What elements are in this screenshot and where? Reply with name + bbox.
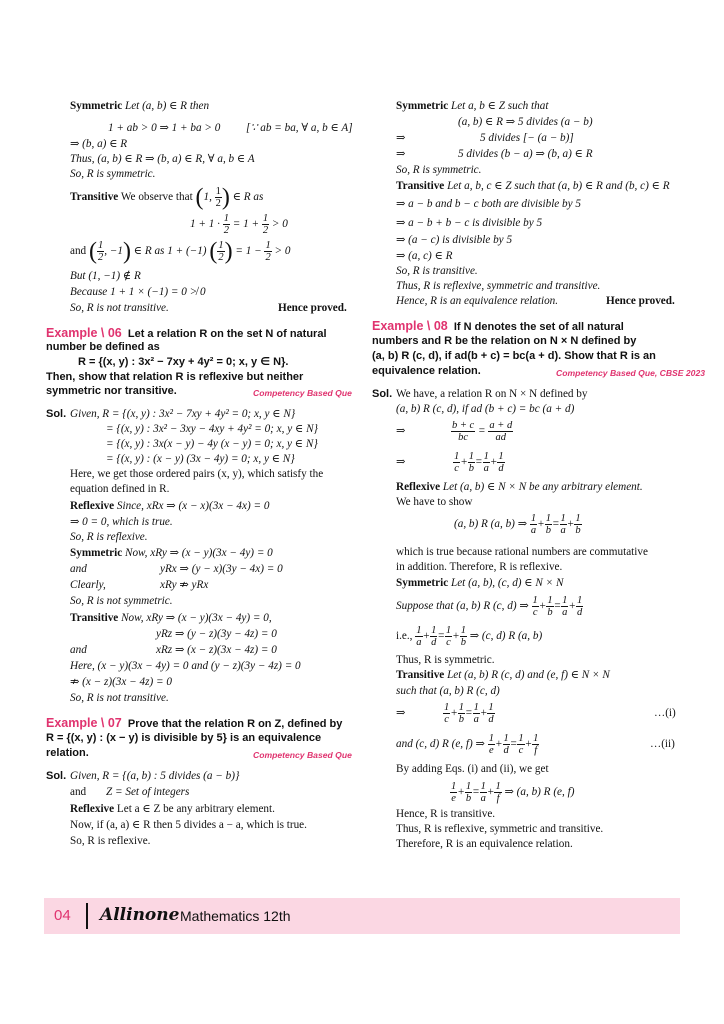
transitive-heading: Transitive [396, 669, 445, 681]
numerator: 1 [431, 624, 437, 636]
denominator: 2 [218, 251, 224, 263]
denominator: b [545, 524, 551, 536]
fraction [488, 420, 513, 443]
numerator: 1 [468, 450, 475, 462]
denominator: c [446, 636, 451, 648]
numerator: 1 [545, 512, 551, 524]
numerator: 1 [443, 701, 450, 713]
r-transitive2-conclusion: Hence, R is transitive. [396, 808, 496, 820]
sol07-line: Z = Set of integers [106, 786, 190, 798]
fraction-half [217, 240, 224, 263]
implies-arrow: ⇒ [396, 707, 406, 719]
eq-part: 1 + 1 · [190, 218, 220, 230]
symmetric-step-3: Thus, (a, b) ∈ R ⇒ (b, a) ∈ R, ∀ a, b ∈ A [70, 153, 255, 165]
plus: + [566, 518, 575, 530]
denominator: c [532, 606, 538, 618]
symmetric-06-conclusion: So, R is not symmetric. [70, 595, 173, 607]
numerator: 1 [488, 732, 494, 744]
fraction [468, 451, 475, 474]
r-reflexive-conclusion: in addition. Therefore, R is reflexive. [396, 561, 563, 573]
denominator: 2 [262, 224, 269, 236]
example-07-badge: Competency Based Que [253, 750, 352, 760]
transitive-in-r: ∈ R as [232, 191, 264, 203]
denominator: f [496, 792, 500, 804]
sol06-line: equation defined in R. [70, 483, 170, 495]
denominator: b [468, 462, 475, 474]
numerator: 1 [445, 624, 452, 636]
numerator: 1 [223, 212, 229, 224]
denominator: b [547, 606, 553, 618]
implies-arrow: ⇒ [396, 425, 406, 437]
implies-arrow: ⇒ [396, 456, 406, 468]
question-text: If N denotes the set of all natural [453, 321, 624, 333]
equals: = [553, 600, 562, 612]
reflexive-06-conclusion: So, R is reflexive. [70, 531, 148, 543]
transitive-line: Transitive We observe that (1, $\frac{1}{2}$ ) ∈ R as [70, 184, 264, 211]
question-text: Prove that the relation R on Z, defined by [127, 718, 343, 730]
example-06-question-1 [46, 326, 327, 341]
pair-first: 1, [203, 191, 212, 203]
transitive-06-step: Here, (x − y)(3x − 4y) = 0 and (y − z)(3y − 4z) = 0 [70, 660, 301, 672]
numerator: 1 [416, 624, 422, 636]
denominator: b [465, 792, 472, 804]
r-transitive-step: ⇒ (a, c) ∈ R [396, 250, 453, 262]
plus: + [452, 630, 460, 642]
s08-reciprocal-eq [396, 448, 505, 476]
r-symmetric2-line [396, 576, 563, 590]
example-06-badge: Competency Based Que [253, 388, 352, 398]
example-06-question-5: symmetric nor transitive. [46, 385, 177, 397]
transitive-06-step: yRz ⇒ (y − z)(3y − 4z) = 0 [156, 628, 277, 640]
ie-word: i.e., [396, 630, 413, 642]
r-symmetric-step: 5 divides [− (a − b)] [480, 132, 574, 144]
symmetric-06-step: yRx ⇒ (y − x)(3y − 4x) = 0 [160, 563, 283, 575]
fraction [546, 595, 553, 618]
reflexive-heading: Reflexive [70, 500, 115, 512]
equals: = [551, 518, 560, 530]
example-08-question-1 [372, 319, 624, 334]
and-word: and [70, 245, 87, 257]
denominator: a [530, 524, 537, 536]
symmetric-step-1: 1 + ab > 0 ⇒ 1 + ba > 0 [108, 122, 221, 134]
r-transitive2-line [396, 668, 610, 682]
sol06-line: = {(x, y) : (x − y) (3x − 4y) = 0; x, y ∈ N} [106, 453, 295, 465]
r-reflexive-step: We have to show [396, 496, 473, 508]
clearly-word: Clearly, [70, 579, 106, 591]
plus: + [537, 518, 545, 530]
transitive-text: Let a, b, c ∈ Z such that (a, b) ∈ R and (b, c) ∈ R [447, 180, 670, 192]
and-word: and [70, 563, 87, 575]
denominator: f [534, 744, 538, 756]
reflexive-text: Let (a, b) ∈ N × N be any arbitrary element. [442, 481, 643, 493]
transitive-result: ⇒ (a, b) R (e, f) [504, 786, 575, 798]
numerator: 1 [488, 701, 494, 713]
r-transitive2-step: such that (a, b) R (c, d) [396, 685, 500, 697]
symmetric-intro: Let (a, b) ∈ R then [124, 100, 210, 112]
numerator: 1 [480, 780, 486, 792]
numerator: 1 [97, 239, 104, 251]
symmetric-eq-lhs: Suppose that (a, b) R (c, d) ⇒ [396, 600, 529, 612]
transitive-counter: But (1, −1) ∉ R [70, 270, 141, 282]
fraction [483, 451, 490, 474]
fraction [560, 513, 567, 536]
question-text: Let a relation R on the set N of natural [127, 328, 327, 340]
transitive-eq-2: and ( $\frac{1}{2}$ , −1) ∈ R as 1 + (−1) ( $\frac{1}{2}$ ) = 1 − $\frac{1}{2}$ > 0 [70, 238, 291, 265]
numerator: 1 [265, 239, 271, 251]
denominator: 2 [97, 251, 104, 263]
plus: + [494, 738, 503, 750]
r-symmetric2-conclusion: Thus, R is symmetric. [396, 654, 495, 666]
denominator: 2 [223, 224, 229, 236]
transitive-06-step: ⇏ (x − z)(3x − 4z) = 0 [70, 676, 172, 688]
example-07-question-3: relation. [46, 747, 89, 759]
reflexive-heading: Reflexive [396, 481, 441, 493]
r-reflexive-eq [454, 510, 582, 538]
numerator: 1 [533, 732, 539, 744]
denominator: a [562, 606, 568, 618]
reflexive-text: Let a ∈ Z be any arbitrary element. [116, 803, 275, 815]
example-08-badge: Competency Based Que, CBSE 2023 [556, 368, 706, 378]
denominator: a [416, 636, 422, 648]
reflexive-06-step: ⇒ 0 = 0, which is true. [70, 516, 173, 528]
numerator: 1 [560, 512, 566, 524]
fraction [460, 625, 467, 648]
reflexive-heading: Reflexive [70, 803, 115, 815]
denominator: b [460, 636, 466, 648]
fraction [488, 733, 495, 756]
implies-arrow: ⇒ [396, 148, 406, 160]
fraction-half [264, 240, 271, 263]
hence-proved: Hence proved. [278, 302, 347, 314]
r-summary: Thus, R is reflexive, symmetric and transitive. [396, 280, 601, 292]
transitive-because: Because 1 + 1 × (−1) = 0 ≯ 0 [70, 286, 206, 298]
fraction-half [215, 186, 222, 209]
r-reflexive-line [396, 480, 643, 494]
r-symmetric-conclusion: So, R is symmetric. [396, 164, 482, 176]
r-transitive-step: ⇒ a − b and b − c both are divisible by 5 [396, 198, 582, 210]
equals: = [465, 707, 473, 719]
numerator: 1 [498, 450, 504, 462]
numerator: 1 [453, 450, 460, 462]
eq-part: > 0 [271, 218, 288, 230]
denominator: d [503, 744, 509, 756]
reflexive-text: Since, xRx ⇒ (x − x)(3x − 4x) = 0 [116, 500, 270, 512]
numerator: 1 [451, 780, 457, 792]
numerator: 1 [458, 701, 465, 713]
sol06-line: = {(x, y) : 3x² − 3xy − 4xy + 4y² = 0; x, y ∈ N} [106, 423, 319, 435]
example-08-question-4: equivalence relation. [372, 365, 481, 377]
symmetric-line [70, 99, 209, 113]
fraction [532, 595, 539, 618]
example-06-question-3: R = {(x, y) : 3x² − 7xy + 4y² = 0; x, y ∈ N}. [78, 356, 289, 368]
brand-logo: Allinone [100, 905, 180, 925]
numerator: 1 [460, 624, 466, 636]
equals: = [478, 425, 486, 437]
s08-line: We have, a relation R on N × N defined by [396, 388, 588, 400]
page-number: 04 [54, 907, 71, 924]
symmetric-conclusion: So, R is symmetric. [70, 168, 156, 180]
plus: + [460, 456, 468, 468]
transitive-heading: Transitive [70, 191, 119, 203]
fraction [458, 702, 465, 725]
numerator: 1 [530, 512, 537, 524]
r-summary: Thus, R is reflexive, symmetric and transitive. [396, 823, 604, 835]
denominator: 2 [265, 251, 271, 263]
r-summary: Therefore, R is an equivalence relation. [396, 838, 573, 850]
denominator: a [480, 792, 486, 804]
solution-label: Sol. [46, 770, 67, 782]
example-06-question-4: Then, show that relation R is reflexive but neither [46, 371, 304, 383]
solution-label: Sol. [46, 408, 67, 420]
transitive-06-line [70, 611, 272, 625]
denominator: ad [495, 431, 507, 443]
equation-tag-i: …(i) [654, 707, 676, 719]
example-07-question-1 [46, 716, 342, 731]
plus: + [486, 786, 495, 798]
equals: = [475, 456, 483, 468]
example-08-question-3: (a, b) R (c, d), if ad(b + c) = bc(a + d). Show that R is an [372, 350, 656, 362]
fraction [574, 513, 581, 536]
denominator: c [454, 462, 459, 474]
transitive-heading: Transitive [396, 180, 445, 192]
denominator: c [518, 744, 524, 756]
transitive-conclusion: So, R is not transitive. [70, 302, 169, 314]
r-transitive-conclusion: So, R is transitive. [396, 265, 478, 277]
equals: = [437, 630, 445, 642]
numerator: 1 [215, 185, 221, 197]
sol06-line: Here, we get those ordered pairs (x, y), which satisfy the [70, 468, 324, 480]
example-06-question-2: number be defined as [46, 341, 160, 353]
plus: + [450, 707, 458, 719]
fraction-half [223, 213, 230, 236]
numerator: 1 [576, 594, 583, 606]
numerator: a + d [489, 419, 513, 431]
plus: + [457, 786, 465, 798]
r-transitive2-sum [450, 778, 574, 806]
fraction [497, 451, 504, 474]
fraction [532, 733, 539, 756]
denominator: a [473, 713, 479, 725]
transitive-eq-1 [190, 212, 288, 236]
transitive-06-step: xRz ⇒ (x − z)(3x − 4z) = 0 [156, 644, 277, 656]
r-symmetric-step: 5 divides (b − a) ⇒ (b, a) ∈ R [458, 148, 593, 160]
denominator: d [576, 606, 583, 618]
r-symmetric-line [396, 99, 548, 113]
example-08-question-2: numbers and R be the relation on N × N defined by [372, 335, 637, 347]
equals: = [472, 786, 480, 798]
subject-title: Mathematics 12th [180, 908, 291, 924]
fraction [517, 733, 524, 756]
symmetric-text: Now, xRy ⇒ (x − y)(3x − 4y) = 0 [124, 547, 273, 559]
r-symmetric2-ie [396, 622, 542, 650]
sol06-line: = {(x, y) : 3x(x − y) − 4y (x − y) = 0; x, y ∈ N} [106, 438, 318, 450]
r-transitive2-step: By adding Eqs. (i) and (ii), we get [396, 763, 549, 775]
denominator: d [431, 636, 437, 648]
denominator: d [498, 462, 504, 474]
fraction [465, 781, 472, 804]
numerator: 1 [465, 780, 472, 792]
numerator: b + c [451, 419, 475, 431]
symmetric-heading: Symmetric [70, 100, 123, 112]
r-symmetric-step: (a, b) ∈ R ⇒ 5 divides (a − b) [458, 116, 593, 128]
reflexive-07-step: Now, if (a, a) ∈ R then 5 divides a − a, which is true. [70, 819, 307, 831]
plus: + [479, 707, 488, 719]
page-footer [44, 898, 680, 934]
plus: + [422, 630, 431, 642]
r-transitive2-eq2 [396, 730, 539, 758]
denominator: 2 [215, 197, 221, 209]
symmetric-heading: Symmetric [396, 100, 449, 112]
denominator: c [444, 713, 449, 725]
transitive-intro: We observe that [120, 191, 193, 203]
eq-part: = 1 − [235, 245, 262, 257]
numerator: 1 [495, 780, 501, 792]
eq-part: = 1 + [232, 218, 260, 230]
denominator: b [458, 713, 465, 725]
solution-label: Sol. [372, 388, 393, 400]
and-word: and [70, 644, 87, 656]
r-transitive-step: ⇒ (a − c) is divisible by 5 [396, 234, 513, 246]
symmetric-result: ⇒ (c, d) R (a, b) [469, 630, 543, 642]
right-column [362, 0, 724, 890]
eq-part: > 0 [274, 245, 291, 257]
hence-proved: Hence proved. [606, 295, 675, 307]
example-06-tag: Example \ 06 [46, 326, 122, 340]
r-summary: Hence, R is an equivalence relation. [396, 295, 559, 307]
transitive-eq-lhs: and (c, d) R (e, f) ⇒ [396, 738, 485, 750]
eq-part: , −1 [104, 245, 123, 257]
fraction [487, 702, 494, 725]
fraction [576, 595, 583, 618]
symmetric-text: Let a, b ∈ Z such that [450, 100, 549, 112]
transitive-heading: Transitive [70, 612, 119, 624]
fraction-half [262, 213, 269, 236]
plus: + [489, 456, 498, 468]
r-transitive-line [396, 179, 670, 193]
numerator: 1 [518, 732, 524, 744]
s08-line: (a, b) R (c, d), if ad (b + c) = bc (a + d) [396, 403, 575, 415]
example-08-tag: Example \ 08 [372, 319, 448, 333]
left-column [0, 0, 362, 890]
sol06-line: Given, R = {(x, y) : 3x² − 7xy + 4y² = 0; x, y ∈ N} [70, 408, 296, 420]
symmetric-reason: [∵ ab = ba, ∀ a, b ∈ A] [246, 122, 353, 134]
reflexive-eq-lhs: (a, b) R (a, b) ⇒ [454, 518, 528, 530]
denominator: a [483, 462, 489, 474]
plus: + [524, 738, 533, 750]
numerator: 1 [503, 732, 509, 744]
example-07-tag: Example \ 07 [46, 716, 122, 730]
symmetric-step-2: ⇒ (b, a) ∈ R [70, 138, 128, 150]
plus: + [568, 600, 576, 612]
and-word: and [70, 786, 87, 798]
denominator: d [488, 713, 494, 725]
denominator: e [488, 744, 494, 756]
denominator: e [451, 792, 456, 804]
denominator: bc [458, 431, 469, 443]
numerator: 1 [483, 450, 489, 462]
footer-divider [86, 903, 88, 929]
s08-fraction-eq [396, 417, 513, 445]
transitive-text: Let (a, b) R (c, d) and (e, f) ∈ N × N [447, 669, 610, 681]
denominator: a [560, 524, 566, 536]
numerator: 1 [562, 594, 568, 606]
fraction [494, 781, 501, 804]
transitive-text: Now, xRy ⇒ (x − y)(3x − 4y) = 0, [121, 612, 272, 624]
transitive-06-conclusion: So, R is not transitive. [70, 692, 169, 704]
equals: = [509, 738, 518, 750]
numerator: 1 [473, 701, 479, 713]
numerator: 1 [547, 594, 553, 606]
example-07-question-2: R = {(x, y) : (x − y) is divisible by 5} is an equivalence [46, 732, 322, 744]
equation-tag-ii: …(ii) [650, 738, 675, 750]
implies-arrow: ⇒ [396, 132, 406, 144]
symmetric-06-result: xRy ⇏ yRx [160, 579, 209, 591]
fraction [451, 420, 475, 443]
symmetric-heading: Symmetric [70, 547, 123, 559]
r-symmetric2-eq [396, 592, 583, 620]
fraction [415, 625, 422, 648]
reflexive-07-conclusion: So, R is reflexive. [70, 835, 151, 847]
sol07-line: Given, R = {(a, b) : 5 divides (a − b)} [70, 770, 240, 782]
r-transitive2-eq1 [396, 699, 495, 727]
reflexive-06-line [70, 499, 269, 513]
numerator: 1 [262, 212, 269, 224]
fraction [473, 702, 480, 725]
reflexive-07-line [70, 802, 275, 816]
denominator: b [575, 524, 581, 536]
fraction [545, 513, 552, 536]
r-reflexive-step: which is true because rational numbers are commutative [396, 546, 648, 558]
numerator: 1 [532, 594, 538, 606]
fraction [503, 733, 510, 756]
symmetric-heading: Symmetric [396, 577, 449, 589]
numerator: 1 [218, 239, 224, 251]
r-transitive-step: ⇒ a − b + b − c is divisible by 5 [396, 217, 543, 229]
plus: + [538, 600, 547, 612]
numerator: 1 [575, 512, 581, 524]
symmetric-text: Let (a, b), (c, d) ∈ N × N [450, 577, 564, 589]
eq-part: ∈ R as 1 + (−1) [133, 245, 207, 257]
symmetric-06-line [70, 546, 273, 560]
fraction [480, 781, 487, 804]
